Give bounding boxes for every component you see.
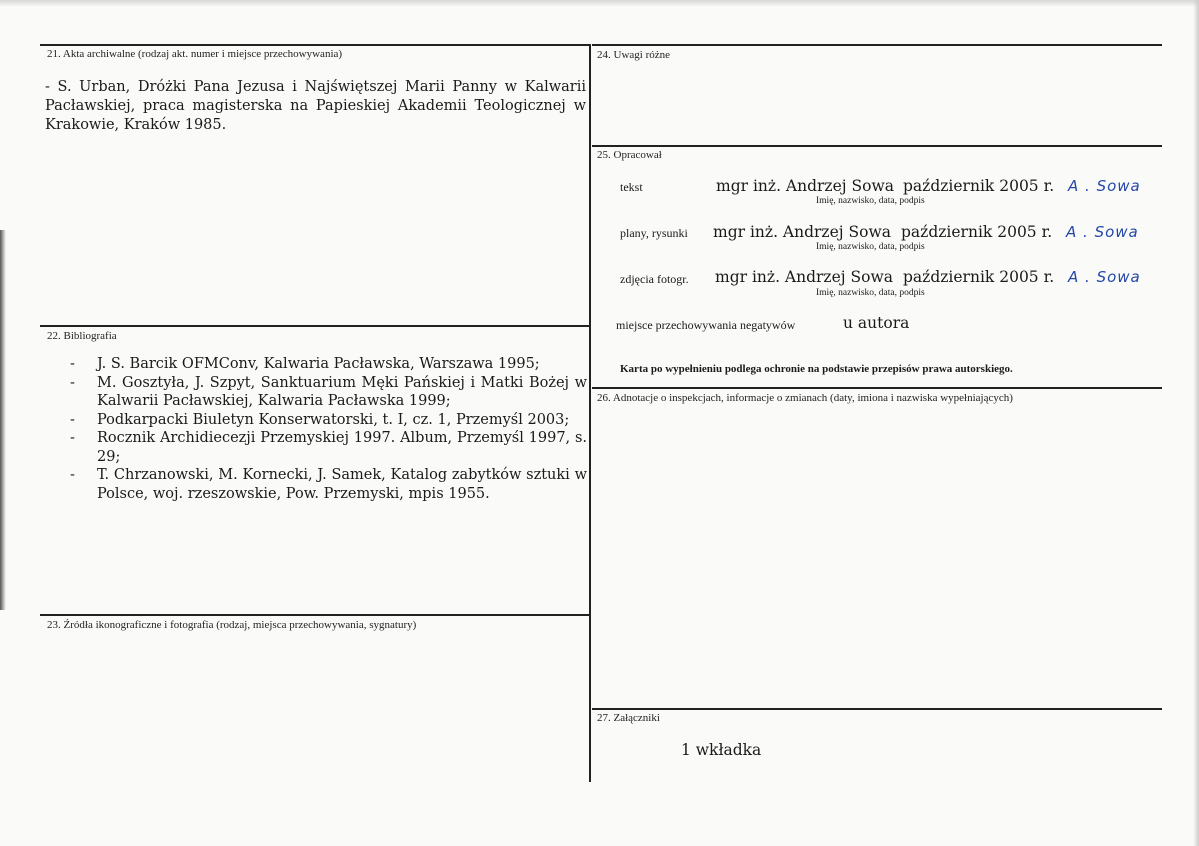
copyright-note: Karta po wypełnieniu podlega ochronie na podstawie przepisów prawa autorskiego. — [620, 363, 1013, 375]
negatives-value: u autora — [843, 314, 910, 332]
rule-26-top — [592, 387, 1162, 389]
list-dash: - — [70, 467, 75, 483]
negatives-label: miejsce przechowywania negatywów — [616, 318, 796, 332]
bibliography-item-text: T. Chrzanowski, M. Kornecki, J. Samek, Katalog zabytków sztuki w Polsce, woj. rzeszowskie, Pow. Przemyski, mpis 1955. — [97, 467, 587, 502]
list-dash: - — [70, 356, 75, 372]
author-row-label-plans: plany, rysunki — [620, 226, 688, 240]
bibliography-item-text: J. S. Barcik OFMConv, Kalwaria Pacławska, Warszawa 1995; — [97, 356, 540, 372]
rule-25-top — [592, 145, 1162, 147]
bibliography-item-text: Rocznik Archidiecezji Przemyskiej 1997. Album, Przemyśl 1997, s. 29; — [97, 430, 587, 465]
author-name: mgr inż. Andrzej Sowa — [713, 223, 891, 241]
author-date: październik 2005 r. — [903, 268, 1055, 286]
rule-top-right — [592, 44, 1162, 46]
handwritten-signature: A . Sowa — [1068, 268, 1141, 286]
rule-27-top — [592, 708, 1162, 710]
rule-center-vertical — [589, 44, 591, 782]
scan-edge-left — [0, 230, 6, 610]
bibliography-item — [40, 411, 587, 430]
author-name: mgr inż. Andrzej Sowa — [716, 177, 894, 195]
bibliography-item — [40, 466, 587, 503]
author-date: październik 2005 r. — [901, 223, 1053, 241]
bibliography-item-text: M. Gosztyła, J. Szpyt, Sanktuarium Męki Pańskiej i Matki Bożej w Kalwarii Pacławskiej, Kalwaria Pacławska 1999; — [97, 374, 587, 409]
bibliography-item — [40, 429, 587, 466]
rule-22-top — [40, 325, 591, 327]
list-dash: - — [70, 374, 75, 391]
rule-top-left — [40, 44, 590, 46]
bibliography-item — [40, 374, 587, 411]
rule-23-top — [40, 614, 591, 616]
list-dash: - — [70, 411, 75, 428]
section-21-text: - S. Urban, Dróżki Pana Jezusa i Najświętszej Marii Panny w Kalwarii Pacławskiej, praca magisterska na Papieskiej Akademii Teologicznej w Krakowie, Kraków 1985. — [45, 79, 586, 133]
author-date: październik 2005 r. — [903, 177, 1055, 195]
author-caption: Imię, nazwisko, data, podpis — [816, 196, 925, 206]
scan-edge-right — [1193, 0, 1199, 846]
attachments-value: 1 wkładka — [681, 741, 762, 759]
section-22-label: 22. Bibliografia — [47, 330, 117, 342]
section-23-label: 23. Źródła ikonograficzne i fotografia (rodzaj, miejsca przechowywania, sygnatury) — [47, 619, 417, 631]
author-row-label-text: tekst — [620, 180, 643, 194]
section-24-label: 24. Uwagi różne — [597, 49, 671, 61]
handwritten-signature: A . Sowa — [1066, 223, 1139, 241]
handwritten-signature: A . Sowa — [1068, 177, 1141, 195]
list-dash: - — [70, 430, 75, 446]
bibliography-item-text: Podkarpacki Biuletyn Konserwatorski, t. I, cz. 1, Przemyśl 2003; — [97, 411, 570, 428]
author-caption: Imię, nazwisko, data, podpis — [816, 288, 925, 298]
author-name: mgr inż. Andrzej Sowa — [715, 268, 893, 286]
section-25-label: 25. Opracował — [597, 149, 662, 161]
section-27-label: 27. Załączniki — [597, 712, 660, 724]
author-caption: Imię, nazwisko, data, podpis — [816, 242, 925, 252]
section-21-label: 21. Akta archiwalne (rodzaj akt. numer i miejsce przechowywania) — [47, 48, 343, 60]
scan-edge-top — [0, 0, 1199, 6]
bibliography-list — [40, 355, 587, 503]
author-row-label-photos: zdjęcia fotogr. — [620, 272, 689, 286]
section-26-label: 26. Adnotacje o inspekcjach, informacje o zmianach (daty, imiona i nazwiska wypełniających) — [597, 392, 1013, 404]
bibliography-item — [40, 355, 587, 374]
